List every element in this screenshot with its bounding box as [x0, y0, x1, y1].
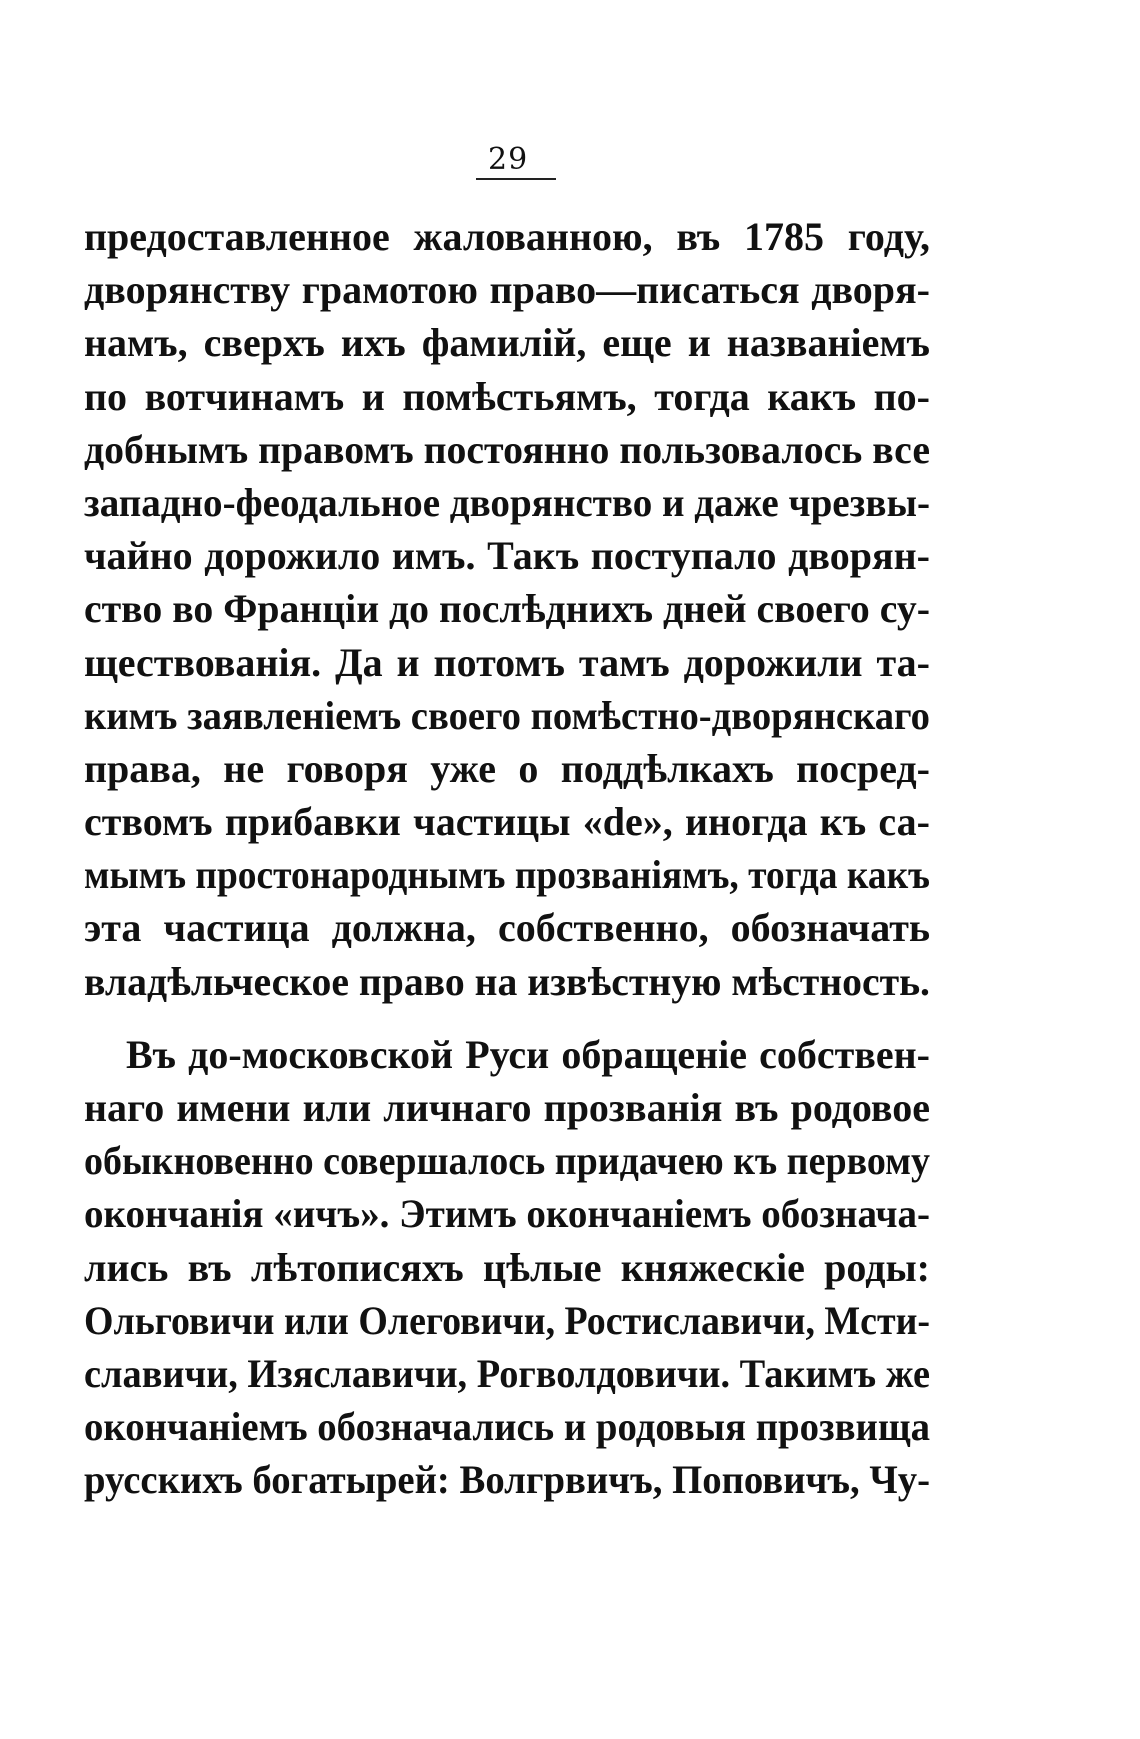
text-line: добнымъ правомъ постоянно пользовалось все	[84, 426, 930, 472]
text-line: обыкновенно совершалось придачею къ первому	[84, 1138, 930, 1184]
text-line: русскихъ богатырей: Волгрвичъ, Поповичъ, Чу-	[84, 1457, 931, 1503]
text-line: владѣльческое право на извѣстную мѣстность.	[84, 958, 930, 1004]
text-line: ство во Франціи до послѣднихъ дней своего су-	[84, 586, 930, 632]
text-line: по вотчинамъ и помѣстьямъ, тогда какъ по-	[84, 373, 930, 419]
page-number-rule	[476, 178, 556, 180]
paragraph-2	[84, 1028, 930, 1507]
text-line: окончаніемъ обозначались и родовыя прозвища	[84, 1404, 931, 1450]
text-line: наго имени или личнаго прозванія въ родовое	[84, 1085, 930, 1130]
paragraph-1	[84, 210, 930, 1008]
body-text	[84, 210, 930, 1507]
text-line: мымъ простонароднымъ прозваніямъ, тогда какъ	[84, 852, 930, 898]
text-line: окончанія «ичъ». Этимъ окончаніемъ обознача-	[84, 1191, 931, 1237]
text-line: кимъ заявленіемъ своего помѣстно-дворянскаго	[84, 692, 930, 738]
text-line: намъ, сверхъ ихъ фамилій, еще и названіемъ	[84, 320, 930, 366]
text-line: Ольговичи или Олеговичи, Ростиславичи, Мсти-	[84, 1297, 931, 1343]
text-line: ществованія. Да и потомъ тамъ дорожили та-	[84, 639, 930, 685]
text-line: Въ до-московской Руси обращеніе собствен-	[126, 1031, 930, 1077]
text-line: дворянству грамотою право—писаться дворя-	[84, 267, 930, 313]
text-line: ствомъ прибавки частицы «de», иногда къ са-	[84, 799, 930, 845]
text-line: эта частица должна, собственно, обозначать	[84, 905, 930, 951]
text-line: предоставленное жалованною, въ 1785 году,	[84, 214, 930, 259]
text-line: чайно дорожило имъ. Такъ поступало дворян-	[84, 533, 930, 579]
paragraph-gap	[84, 1008, 930, 1028]
text-line: западно-феодальное дворянство и даже чрезвы-	[84, 479, 930, 525]
text-line: лись въ лѣтописяхъ цѣлые княжескіе роды:	[84, 1244, 930, 1290]
text-line: права, не говоря уже о поддѣлкахъ посред-	[84, 745, 930, 791]
page-number: 29	[488, 142, 529, 177]
text-line: славичи, Изяславичи, Рогволдовичи. Такимъ же	[84, 1350, 931, 1396]
